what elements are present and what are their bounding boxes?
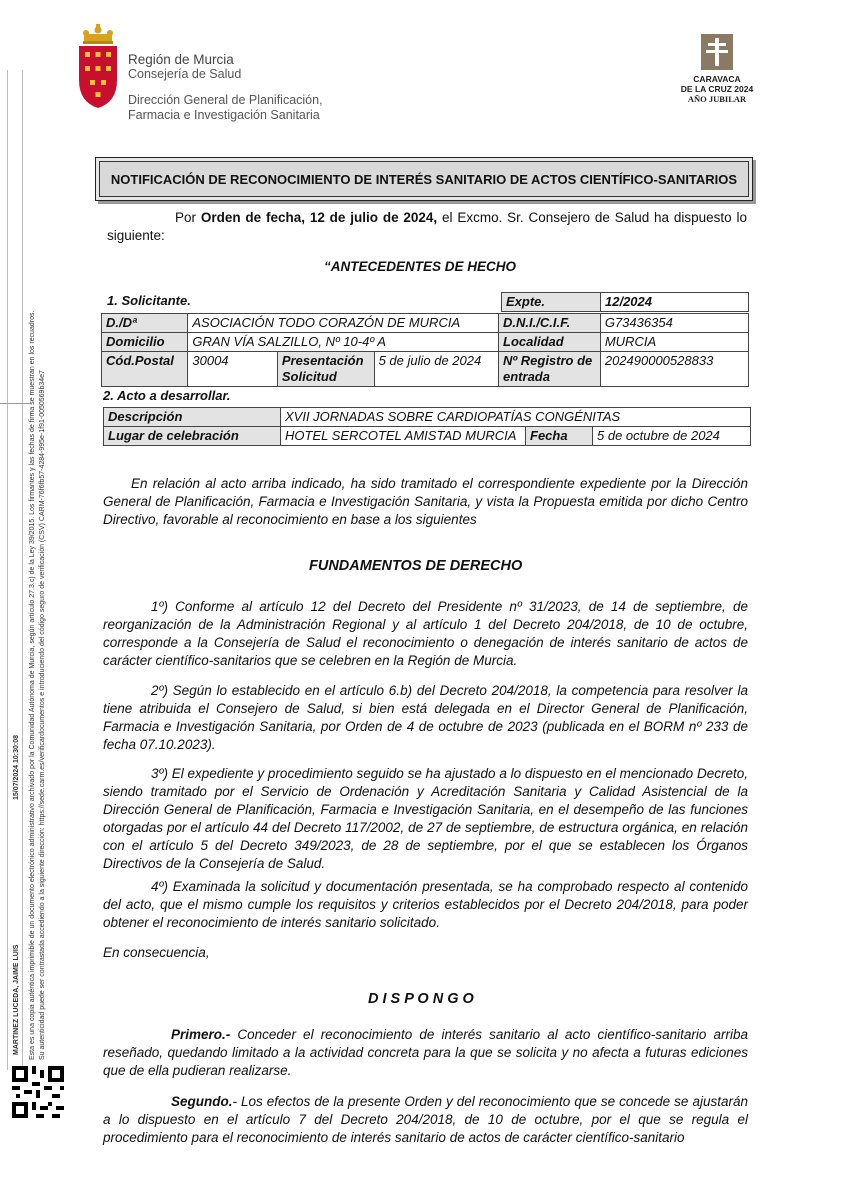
- signer-name: MARTINEZ LUCEDA, JAIME LUIS: [13, 944, 20, 1055]
- document-title: NOTIFICACIÓN DE RECONOCIMIENTO DE INTERÉS SANITARIO DE ACTOS CIENTÍFICO-SANITARIOS: [99, 161, 749, 197]
- signature-timestamp: 15/07/2024 10:30:08: [13, 735, 20, 800]
- solicitante-table: [101, 313, 749, 387]
- segundo-paragraph: Segundo.- Los efectos de la presente Orden y del reconocimiento que se concede se ajustarán a lo dispuesto en el artículo 7 del Decreto 204/2018, de 10 de octubre, por el que se regula el procedimiento para el reconocimiento de interés sanitario de actos de carácter científico-sanitario: [103, 1094, 748, 1145]
- lugar-value: HOTEL SERCOTEL AMISTAD MURCIA: [281, 427, 526, 446]
- directorate-line-2: Farmacia e Investigación Sanitaria: [128, 108, 320, 122]
- localidad-value: MURCIA: [600, 333, 748, 352]
- order-date: Orden de fecha, 12 de julio de 2024,: [200, 210, 438, 225]
- antecedentes-heading: “ANTECEDENTES DE HECHO: [324, 259, 517, 274]
- fecha-value: 5 de octubre de 2024: [593, 427, 751, 446]
- descripcion-value: XVII JORNADAS SOBRE CARDIOPATÍAS CONGÉNITAS: [281, 408, 751, 427]
- cif-label: D.N.I./C.I.F.: [499, 314, 601, 333]
- margin-divider: [0, 403, 30, 404]
- expte-value: 12/2024: [601, 293, 749, 312]
- localidad-label: Localidad: [499, 333, 601, 352]
- presentacion-value: 5 de julio de 2024: [374, 352, 498, 387]
- org-department: Consejería de Salud: [128, 67, 242, 81]
- registro-value: 202490000528833: [600, 352, 748, 387]
- solicitante-section-label: 1. Solicitante.: [107, 293, 191, 308]
- fundamento-3: 3º) El expediente y procedimiento seguido se ha ajustado a lo dispuesto en el mencionado Decreto, siendo tramitado por el Servicio de Ordenación y Acreditación Sanitaria y Calidad Asistencial de la Dirección General de Planificación, Farmacia e Investigación Sanitaria, en el desempeño de las funciones otorgadas por el artículo 44 del Decreto 117/2002, de 27 de septiembre, de estructura orgánica, en relación con el artículo 5 del Decreto 349/2023, de 28 de septiembre, por el que se establecen los Órganos Directivos de la Consejería de Salud.: [103, 766, 748, 871]
- fundamento-2: 2º) Según lo establecido en el artículo 6.b) del Decreto 204/2018, la competencia para resolver la tiene atribuida el Consejero de Salud, si bien está delegada en el Director General de Planificación, Farmacia e Investigación Sanitaria, por Orden de 4 de octubre de 2023 (publicada en el BORM nº 233 de fecha 07.10.2023).: [103, 683, 748, 752]
- margin-legal-text-1: Esta es una copia auténtica imprimible de un documento electrónico administrativo archivado por la Comunidad Autónoma de Murcia, según artículo 27.3.c) de la Ley 39/2015. Los firmantes y las fechas de firma se muestran en los recuadros.: [29, 310, 36, 1060]
- intro-paragraph: Por Orden de fecha, 12 de julio de 2024, el Excmo. Sr. Consejero de Salud ha dispuesto lo siguiente:: [107, 210, 748, 243]
- margin-rule-right: [22, 70, 23, 1070]
- dd-label: D./Dª: [102, 314, 188, 333]
- expediente-table: [501, 292, 749, 312]
- region-murcia-coat-of-arms: [76, 24, 120, 110]
- consecuencia-text: En consecuencia,: [103, 945, 210, 960]
- fundamento-1: 1º) Conforme al artículo 12 del Decreto del Presidente nº 31/2023, de 14 de septiembre, de reorganización de la Administración Regional y al artículo 1 del Decreto 204/2018, de 10 de octubre, corresponde a la Consejería de Salud el reconocimiento o denegación de interés sanitario de actos de carácter científico-sanitarios que se celebren en la Región de Murcia.: [103, 599, 748, 668]
- fundamentos-heading: FUNDAMENTOS DE DERECHO: [309, 558, 523, 574]
- dd-value: ASOCIACIÓN TODO CORAZÓN DE MURCIA: [188, 314, 499, 333]
- fundamento-4: 4º) Examinada la solicitud y documentación presentada, se ha comprobado respecto al contenido del acto, que el mismo cumple los requisitos y criterios establecidos por el Decreto 204/2018, para poder obtener el reconocimiento de interés sanitario solicitado.: [103, 879, 748, 930]
- document-title-box: [95, 157, 753, 201]
- primero-label: Primero.-: [171, 1027, 231, 1042]
- qr-code[interactable]: [12, 1066, 64, 1118]
- primero-paragraph: Primero.- Conceder el reconocimiento de interés sanitario al acto científico-sanitario arriba reseñado, quedando limitado a la actividad concreta para la que se solicita y no afecta a futuras ediciones que de ella pudieran realizarse.: [103, 1027, 748, 1078]
- acto-table: [103, 407, 751, 446]
- relacion-paragraph: En relación al acto arriba indicado, ha sido tramitado el correspondiente expediente por la Dirección General de Planificación, Farmacia e Investigación Sanitaria, y vista la Propuesta emitida por dicho Centro Directivo, favorable al reconocimiento en base a los siguientes: [103, 476, 748, 527]
- dispongo-heading: D I S P O N G O: [368, 991, 474, 1007]
- expte-label: Expte.: [502, 293, 601, 312]
- cp-label: Cód.Postal: [102, 352, 188, 387]
- org-name: Región de Murcia: [128, 52, 234, 67]
- segundo-label: Segundo.: [171, 1094, 233, 1109]
- acto-section-label: 2. Acto a desarrollar.: [103, 388, 231, 403]
- caravaca-cross-logo: [699, 32, 735, 72]
- cp-value: 30004: [188, 352, 277, 387]
- domicilio-value: GRAN VÍA SALZILLO, Nº 10-4º A: [188, 333, 499, 352]
- registro-label: Nº Registro de entrada: [499, 352, 601, 387]
- cif-value: G73436354: [600, 314, 748, 333]
- fecha-label: Fecha: [526, 427, 593, 446]
- directorate-line-1: Dirección General de Planificación,: [128, 93, 323, 107]
- presentacion-label: Presentación Solicitud: [277, 352, 374, 387]
- margin-legal-text-2: Su autenticidad puede ser contrastada accediendo a la siguiente dirección: https://sede.carm.es/verificardocumentos e introduciendo del código seguro de verificación (CSV) CARM-76f6fb57-4284-995e-1f91-0050569b34e7: [39, 370, 46, 1060]
- descripcion-label: Descripción: [104, 408, 281, 427]
- lugar-label: Lugar de celebración: [104, 427, 281, 446]
- caravaca-text: CARAVACA DE LA CRUZ 2024 AÑO JUBILAR: [680, 74, 754, 104]
- domicilio-label: Domicilio: [102, 333, 188, 352]
- margin-rule-left: [7, 70, 8, 1070]
